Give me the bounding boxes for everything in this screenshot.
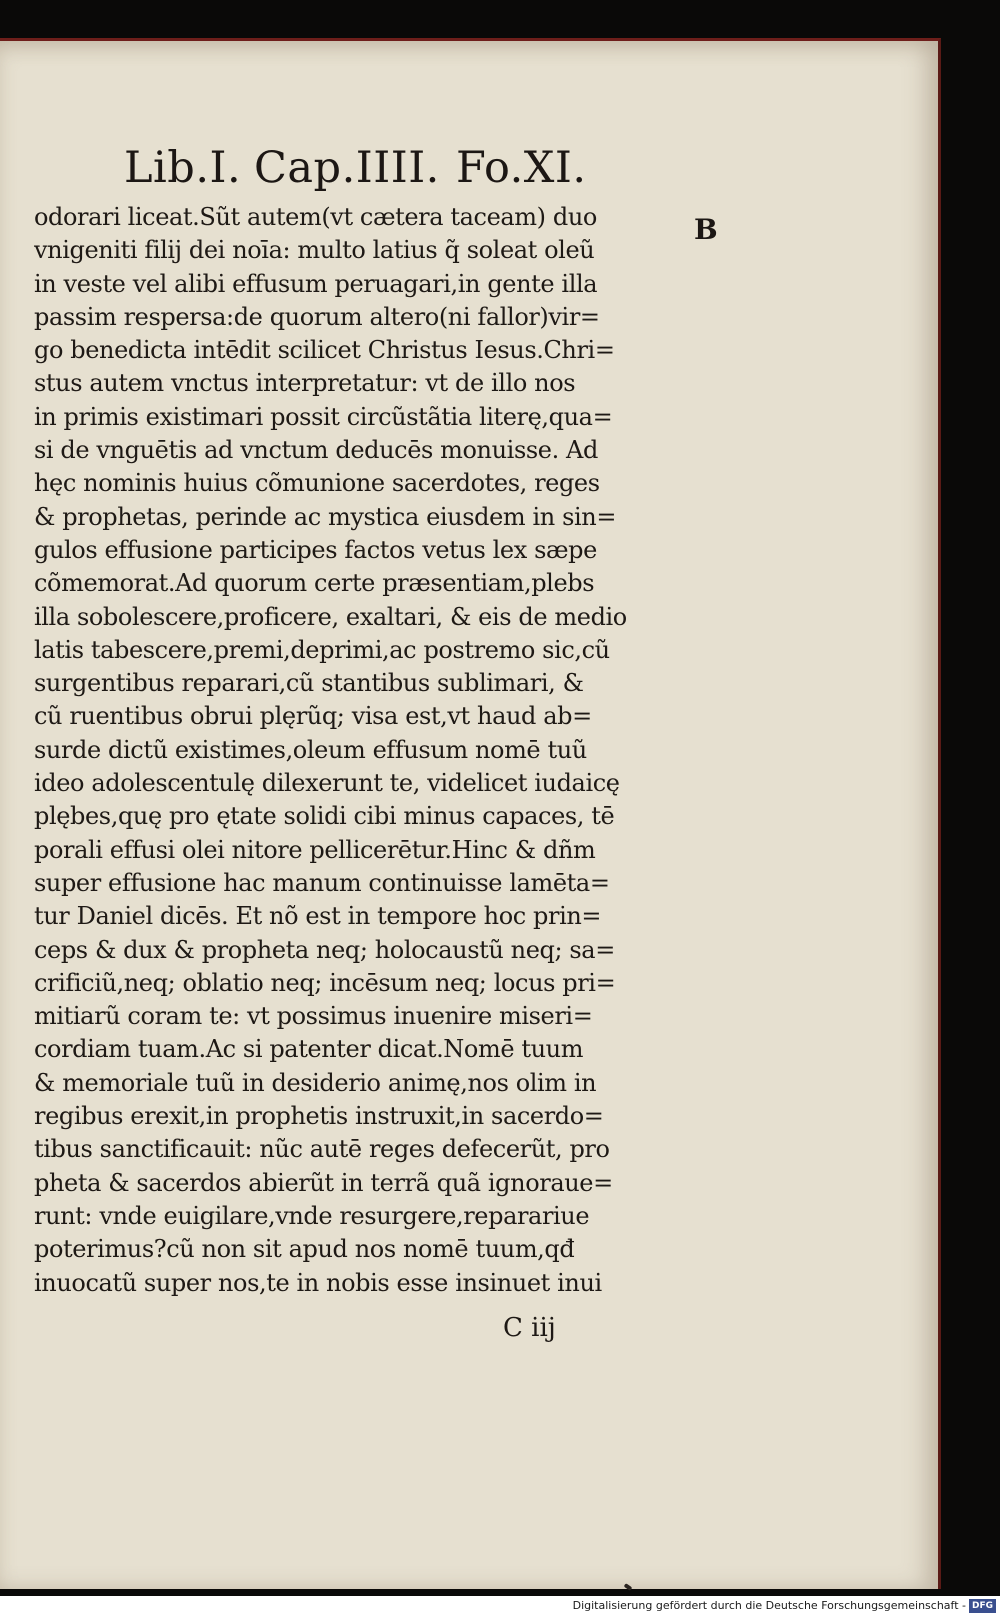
text-line: porali effusi olei nitore pellicerētur.Hinc & dñm (34, 835, 596, 864)
running-head-book: Lib.I. (124, 143, 242, 193)
text-line: tur Daniel dicēs. Et nõ est in tempore hoc prin= (34, 902, 602, 931)
margin-section-letter: B (694, 213, 718, 246)
text-line: mitiarũ coram te: vt possimus inuenire miseri= (34, 1002, 593, 1031)
text-line: hęc nominis huius cõmunione sacerdotes, reges (34, 469, 600, 498)
text-line: vnigeniti filij dei noīa: multo latius q̃ soleat oleũ (34, 236, 595, 265)
text-line: passim respersa:de quorum altero(ni fallor)vir= (34, 302, 600, 331)
text-line: surde dictũ existimes,oleum effusum nomē tuũ (34, 735, 587, 764)
running-head-folio: Fo.XI. (456, 143, 587, 193)
text-line: odorari liceat.Sũt autem(vt cætera taceam) duo (34, 203, 597, 231)
text-line: in veste vel alibi effusum peruagari,in gente illa (34, 269, 598, 298)
text-line: runt: vnde euigilare,vnde resurgere,reparariue (34, 1201, 590, 1230)
footer-credit: Digitalisierung gefördert durch die Deutsche Forschungsgemeinschaft - (572, 1599, 966, 1612)
signature-mark: C iij (503, 1313, 556, 1343)
ink-speck (624, 1583, 633, 1591)
text-line: go benedicta intēdit scilicet Christus Iesus.Chri= (34, 336, 615, 365)
text-line: latis tabescere,premi,deprimi,ac postremo sic,cũ (34, 635, 610, 664)
dfg-logo: DFG (969, 1599, 996, 1613)
text-line: regibus erexit,in prophetis instruxit,in sacerdo= (34, 1102, 604, 1131)
text-line: & prophetas, perinde ac mystica eiusdem in sin= (34, 502, 617, 531)
text-line: ceps & dux & propheta neq; holocaustũ neq; sa= (34, 935, 615, 964)
text-line: cordiam tuam.Ac si patenter dicat.Nomē tuum (34, 1035, 584, 1064)
text-line: surgentibus reparari,cũ stantibus sublimari, & (34, 669, 584, 698)
text-line: in primis existimari possit circũstãtia literę,qua= (34, 402, 613, 431)
running-head-chapter: Cap.IIII. (254, 143, 440, 193)
text-line: gulos effusione participes factos vetus lex sæpe (34, 535, 597, 564)
text-line: crificiũ,neq; oblatio neq; incēsum neq; locus pri= (34, 968, 616, 997)
book-page (0, 38, 941, 1589)
text-line: si de vnguētis ad vnctum deducēs monuisse. Ad (34, 436, 598, 465)
text-line: tibus sanctificauit: nũc autē reges defecerũt, pro (34, 1135, 610, 1164)
text-line: ideo adolescentulę dilexerunt te, videlicet iudaicę (34, 769, 620, 798)
body-text (34, 201, 674, 1300)
text-line: plębes,quę pro ętate solidi cibi minus capaces, tē (34, 802, 615, 831)
text-line: pheta & sacerdos abierũt in terrã quã ignoraue= (34, 1168, 613, 1197)
text-line: poterimus?cũ non sit apud nos nomē tuum,qđ (34, 1235, 575, 1264)
text-line: super effusione hac manum continuisse lamēta= (34, 868, 610, 897)
running-head (0, 143, 640, 197)
text-line: inuocatũ super nos,te in nobis esse insinuet inui (34, 1268, 602, 1297)
footer-bar (0, 1596, 1000, 1618)
text-line: illa sobolescere,proficere, exaltari, & eis de medio (34, 602, 627, 631)
text-line: & memoriale tuũ in desiderio animę,nos olim in (34, 1068, 597, 1097)
text-line: stus autem vnctus interpretatur: vt de illo nos (34, 369, 576, 398)
text-line: cũ ruentibus obrui plęrũq; visa est,vt haud ab= (34, 702, 592, 731)
text-line: cõmemorat.Ad quorum certe præsentiam,plebs (34, 569, 595, 598)
